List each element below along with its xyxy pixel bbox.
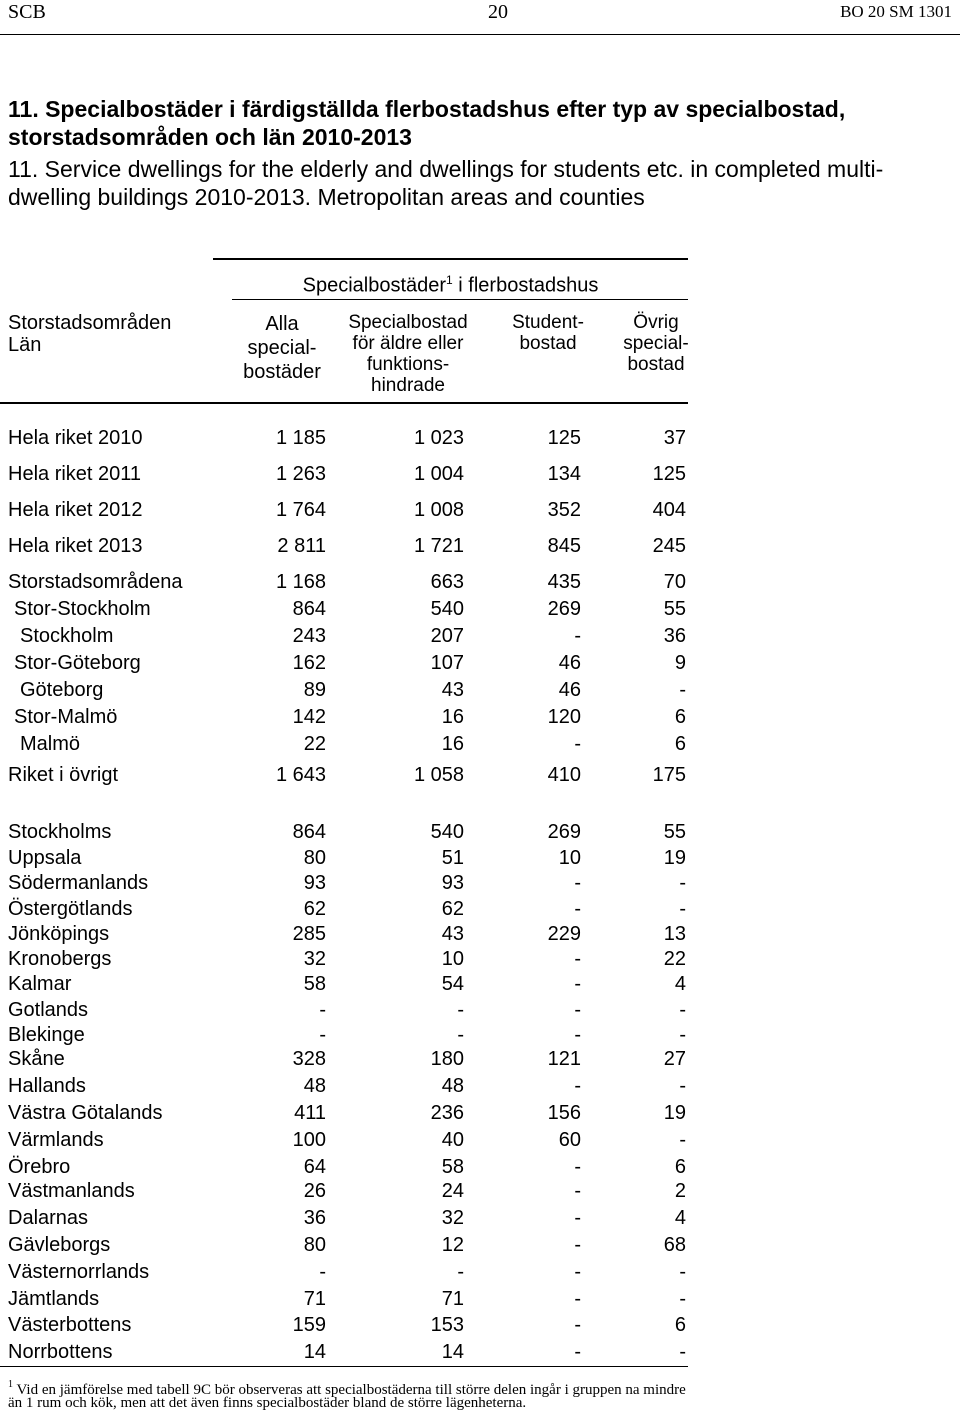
row-label: Malmö xyxy=(20,733,81,755)
table-bottom-rule xyxy=(0,1366,688,1367)
row-label: Västerbottens xyxy=(8,1314,132,1336)
group-header-text: Specialbostäder xyxy=(302,274,447,297)
table-row xyxy=(0,946,700,972)
cell-all: 48 xyxy=(303,1075,326,1097)
row-label: Värmlands xyxy=(8,1129,104,1151)
col-header-other-l2: special- xyxy=(623,333,689,354)
col-header-elderly-l3: funktions- xyxy=(366,354,450,375)
table-row xyxy=(0,896,700,922)
col-header-other-l1: Övrig xyxy=(633,312,679,333)
cell-elderly: 236 xyxy=(430,1102,464,1124)
cell-all: 328 xyxy=(292,1048,326,1070)
cell-elderly: 54 xyxy=(441,973,464,995)
row-label: Gotlands xyxy=(8,999,89,1021)
cell-all: 1 263 xyxy=(275,463,326,485)
cell-other: - xyxy=(679,679,686,701)
cell-elderly: 32 xyxy=(441,1207,464,1229)
cell-student: - xyxy=(574,625,581,647)
table-row xyxy=(0,1232,700,1258)
footnote-ref: 1 xyxy=(446,273,453,287)
cell-elderly: 62 xyxy=(441,898,464,920)
cell-other: 27 xyxy=(663,1048,686,1070)
col-header-all xyxy=(232,312,332,384)
cell-other: 4 xyxy=(674,1207,686,1229)
table-row xyxy=(0,1178,700,1204)
cell-student: - xyxy=(574,1261,581,1283)
footnote-marker: 1 xyxy=(8,1379,13,1390)
cell-student: 229 xyxy=(547,923,581,945)
cell-all: 1 185 xyxy=(275,427,326,449)
row-label: Storstadsområdena xyxy=(8,571,183,593)
cell-student: - xyxy=(574,1341,581,1363)
table-row xyxy=(0,1100,700,1126)
cell-all: 62 xyxy=(303,898,326,920)
cell-all: 243 xyxy=(292,625,326,647)
cell-all: - xyxy=(319,999,326,1021)
cell-other: 19 xyxy=(663,1102,686,1124)
row-label: Jämtlands xyxy=(8,1288,100,1310)
table-row xyxy=(0,971,700,997)
cell-student: - xyxy=(574,1234,581,1256)
header-rule xyxy=(0,34,960,35)
cell-other: 55 xyxy=(663,598,686,620)
row-label: Jönköpings xyxy=(8,923,110,945)
row-label: Skåne xyxy=(8,1048,65,1070)
cell-other: 6 xyxy=(674,1314,686,1336)
cell-elderly: 663 xyxy=(430,571,464,593)
col-header-elderly-l1: Specialbostad xyxy=(348,312,468,333)
cell-student: - xyxy=(574,999,581,1021)
cell-all: 864 xyxy=(292,598,326,620)
row-label: Stockholm xyxy=(20,625,114,647)
cell-other: 19 xyxy=(663,847,686,869)
col-header-all-l1: Alla xyxy=(265,313,299,335)
cell-all: 71 xyxy=(303,1288,326,1310)
cell-all: 1 643 xyxy=(275,764,326,786)
cell-student: 134 xyxy=(547,463,581,485)
col-header-all-l3: bostäder xyxy=(243,361,321,383)
cell-all: 285 xyxy=(292,923,326,945)
cell-elderly: 58 xyxy=(441,1156,464,1178)
cell-student: - xyxy=(574,1288,581,1310)
cell-elderly: - xyxy=(457,1024,464,1046)
cell-other: 6 xyxy=(674,733,686,755)
row-label: Stockholms xyxy=(8,821,112,843)
cell-elderly: 16 xyxy=(441,706,464,728)
cell-student: - xyxy=(574,1156,581,1178)
cell-elderly: 43 xyxy=(441,923,464,945)
cell-elderly: - xyxy=(457,999,464,1021)
table-row xyxy=(0,1154,700,1180)
cell-other: 55 xyxy=(663,821,686,843)
row-label: Södermanlands xyxy=(8,872,149,894)
cell-student: 46 xyxy=(558,679,581,701)
cell-student: 46 xyxy=(558,652,581,674)
cell-all: - xyxy=(319,1261,326,1283)
cell-elderly: 93 xyxy=(441,872,464,894)
cell-other: 22 xyxy=(663,948,686,970)
row-label: Stor-Göteborg xyxy=(14,652,141,674)
cell-all: 142 xyxy=(292,706,326,728)
cell-other: - xyxy=(679,1129,686,1151)
table-row xyxy=(0,650,700,676)
cell-all: 1 764 xyxy=(275,499,326,521)
cell-other: - xyxy=(679,1075,686,1097)
title-sv-line2: storstadsområden och län 2010-2013 xyxy=(8,124,412,150)
cell-student: 435 xyxy=(547,571,581,593)
cell-other: - xyxy=(679,872,686,894)
table-row xyxy=(0,497,700,523)
cell-other: - xyxy=(679,1341,686,1363)
table-row xyxy=(0,1312,700,1338)
row-label: Kalmar xyxy=(8,973,72,995)
cell-other: 9 xyxy=(674,652,686,674)
group-header-rule xyxy=(232,299,688,300)
table-row xyxy=(0,1205,700,1231)
cell-student: 410 xyxy=(547,764,581,786)
row-label: Hela riket 2011 xyxy=(8,463,142,485)
row-label: Hela riket 2010 xyxy=(8,427,143,449)
row-label: Uppsala xyxy=(8,847,82,869)
footnote-line2: än 1 rum och kök, men att det även finns specialbostäder bland de större lägenheterna. xyxy=(8,1395,527,1411)
cell-all: 162 xyxy=(292,652,326,674)
table-row xyxy=(0,461,700,487)
table-row xyxy=(0,921,700,947)
group-header xyxy=(213,270,688,297)
row-label: Dalarnas xyxy=(8,1207,89,1229)
cell-elderly: - xyxy=(457,1261,464,1283)
row-label: Stor-Malmö xyxy=(14,706,118,728)
table-row xyxy=(0,623,700,649)
table-row xyxy=(0,1286,700,1312)
cell-elderly: 40 xyxy=(441,1129,464,1151)
cell-other: 36 xyxy=(663,625,686,647)
cell-other: 175 xyxy=(652,764,686,786)
col-header-student-l2: bostad xyxy=(519,333,577,354)
table-row xyxy=(0,425,700,451)
cell-student: - xyxy=(574,1180,581,1202)
cell-student: - xyxy=(574,1207,581,1229)
cell-all: 89 xyxy=(303,679,326,701)
col-header-elderly-l4: hindrade xyxy=(371,375,445,396)
cell-other: 245 xyxy=(652,535,686,557)
cell-student: 156 xyxy=(547,1102,581,1124)
cell-all: 36 xyxy=(303,1207,326,1229)
group-header-suffix: i flerbostadshus xyxy=(452,274,599,297)
cell-other: 2 xyxy=(674,1180,686,1202)
cell-all: 864 xyxy=(292,821,326,843)
header-publication-code: BO 20 SM 1301 xyxy=(840,2,952,21)
cell-other: 125 xyxy=(652,463,686,485)
cell-all: 22 xyxy=(303,733,326,755)
row-label: Västra Götalands xyxy=(8,1102,163,1124)
cell-elderly: 107 xyxy=(430,652,464,674)
cell-other: 13 xyxy=(663,923,686,945)
table-row xyxy=(0,677,700,703)
table-row xyxy=(0,870,700,896)
table-row xyxy=(0,1339,700,1365)
table-row xyxy=(0,533,700,559)
cell-all: 14 xyxy=(303,1341,326,1363)
cell-student: - xyxy=(574,1024,581,1046)
row-label: Blekinge xyxy=(8,1024,85,1046)
cell-student: - xyxy=(574,733,581,755)
cell-all: 2 811 xyxy=(277,535,326,557)
cell-student: - xyxy=(574,948,581,970)
cell-elderly: 1 004 xyxy=(413,463,464,485)
row-header-line2: Län xyxy=(8,334,42,356)
cell-elderly: 153 xyxy=(430,1314,464,1336)
col-header-all-l2: special- xyxy=(247,337,317,359)
cell-elderly: 207 xyxy=(430,625,464,647)
title-en-line2: dwelling buildings 2010-2013. Metropolitan areas and counties xyxy=(8,184,645,210)
col-header-elderly xyxy=(338,312,478,396)
row-label: Hela riket 2012 xyxy=(8,499,143,521)
cell-elderly: 1 721 xyxy=(413,535,464,557)
cell-other: 4 xyxy=(674,973,686,995)
table-row xyxy=(0,762,700,788)
cell-elderly: 180 xyxy=(430,1048,464,1070)
header-page-number: 20 xyxy=(488,1,508,23)
row-label: Riket i övrigt xyxy=(8,764,119,786)
cell-other: 404 xyxy=(652,499,686,521)
table-row xyxy=(0,1073,700,1099)
table-row xyxy=(0,1046,700,1072)
cell-student: 60 xyxy=(558,1129,581,1151)
cell-elderly: 12 xyxy=(441,1234,464,1256)
cell-student: 269 xyxy=(547,821,581,843)
cell-all: 26 xyxy=(303,1180,326,1202)
cell-all: 64 xyxy=(303,1156,326,1178)
cell-elderly: 1 008 xyxy=(413,499,464,521)
cell-student: - xyxy=(574,1314,581,1336)
row-label: Örebro xyxy=(8,1156,71,1178)
cell-all: 1 168 xyxy=(275,571,326,593)
table-top-rule xyxy=(213,258,688,260)
cell-other: - xyxy=(679,1024,686,1046)
cell-student: - xyxy=(574,973,581,995)
row-label: Västernorrlands xyxy=(8,1261,150,1283)
row-header-line1: Storstadsområden xyxy=(8,312,172,334)
cell-elderly: 48 xyxy=(441,1075,464,1097)
table-row xyxy=(0,1127,700,1153)
cell-student: 125 xyxy=(547,427,581,449)
cell-elderly: 24 xyxy=(441,1180,464,1202)
cell-all: 100 xyxy=(292,1129,326,1151)
cell-other: 6 xyxy=(674,1156,686,1178)
row-label: Västmanlands xyxy=(8,1180,135,1202)
cell-student: 269 xyxy=(547,598,581,620)
footnote-text-1: Vid en jämförelse med tabell 9C bör observeras att specialbostäderna till större delen ingår i gruppen na mindre xyxy=(16,1382,686,1398)
cell-other: 37 xyxy=(663,427,686,449)
table-row xyxy=(0,731,700,757)
cell-student: 120 xyxy=(547,706,581,728)
cell-student: - xyxy=(574,898,581,920)
cell-elderly: 540 xyxy=(430,598,464,620)
col-header-elderly-l2: för äldre eller xyxy=(352,333,464,354)
col-header-other-l3: bostad xyxy=(627,354,685,375)
cell-student: 352 xyxy=(547,499,581,521)
cell-other: 6 xyxy=(674,706,686,728)
title-en-line1: 11. Service dwellings for the elderly and dwellings for students etc. in completed multi- xyxy=(8,156,884,182)
cell-all: 411 xyxy=(294,1102,326,1124)
cell-student: - xyxy=(574,872,581,894)
cell-student: 845 xyxy=(547,535,581,557)
col-header-student-l1: Student- xyxy=(512,312,584,333)
cell-elderly: 10 xyxy=(441,948,464,970)
cell-elderly: 1 058 xyxy=(413,764,464,786)
row-label: Kronobergs xyxy=(8,948,112,970)
cell-all: 93 xyxy=(303,872,326,894)
cell-all: 58 xyxy=(303,973,326,995)
cell-other: 68 xyxy=(663,1234,686,1256)
cell-other: - xyxy=(679,999,686,1021)
cell-all: - xyxy=(319,1024,326,1046)
table-row xyxy=(0,596,700,622)
table-header-bottom-rule xyxy=(0,402,688,404)
cell-other: 70 xyxy=(663,571,686,593)
table-row xyxy=(0,845,700,871)
table-row xyxy=(0,1022,700,1048)
table-row xyxy=(0,569,700,595)
cell-student: 10 xyxy=(558,847,581,869)
table-row xyxy=(0,704,700,730)
cell-other: - xyxy=(679,1288,686,1310)
cell-all: 80 xyxy=(303,847,326,869)
table-row xyxy=(0,1259,700,1285)
table-row xyxy=(0,819,700,845)
cell-student: 121 xyxy=(547,1048,581,1070)
row-label: Hallands xyxy=(8,1075,86,1097)
cell-student: - xyxy=(574,1075,581,1097)
title-sv-line1: 11. Specialbostäder i färdigställda flerbostadshus efter typ av specialbostad, xyxy=(8,96,846,122)
row-label: Hela riket 2013 xyxy=(8,535,143,557)
cell-elderly: 51 xyxy=(441,847,464,869)
cell-elderly: 540 xyxy=(430,821,464,843)
header-agency: SCB xyxy=(8,1,46,23)
row-label: Göteborg xyxy=(20,679,104,701)
cell-elderly: 71 xyxy=(441,1288,464,1310)
table-row xyxy=(0,997,700,1023)
row-label: Östergötlands xyxy=(8,898,133,920)
cell-other: - xyxy=(679,1261,686,1283)
cell-elderly: 43 xyxy=(441,679,464,701)
cell-elderly: 14 xyxy=(441,1341,464,1363)
cell-other: - xyxy=(679,898,686,920)
cell-all: 159 xyxy=(292,1314,326,1336)
row-label: Gävleborgs xyxy=(8,1234,111,1256)
col-header-student xyxy=(496,312,600,354)
row-label: Norrbottens xyxy=(8,1341,113,1363)
cell-elderly: 1 023 xyxy=(413,427,464,449)
cell-all: 80 xyxy=(303,1234,326,1256)
col-header-other xyxy=(606,312,706,375)
row-label: Stor-Stockholm xyxy=(14,598,151,620)
cell-all: 32 xyxy=(303,948,326,970)
cell-elderly: 16 xyxy=(441,733,464,755)
